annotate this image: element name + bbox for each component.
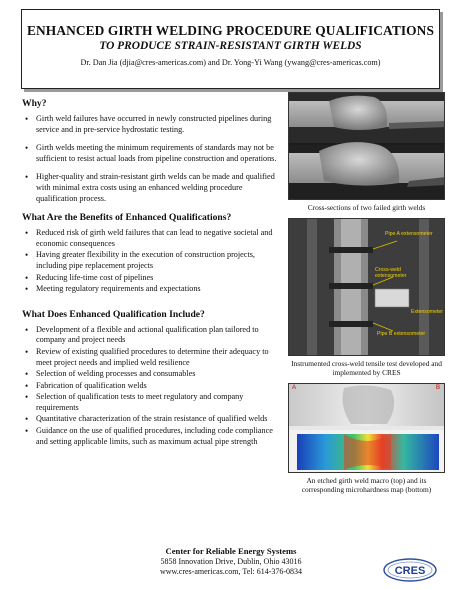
header-box bbox=[21, 9, 440, 89]
footer-org: Center for Reliable Energy Systems bbox=[165, 546, 297, 556]
tensile-test-caption: Instrumented cross-weld tensile test developed and implemented by CRES bbox=[291, 359, 442, 377]
section-heading-why: Why? bbox=[22, 98, 47, 109]
why-list bbox=[22, 114, 285, 204]
macro-label-a: A bbox=[292, 385, 297, 391]
authors-line: Dr. Dan Jia (djia@cres-americas.com) and Dr. Yong-Yi Wang (ywang@cres-americas.com) bbox=[80, 58, 381, 67]
cross-sections-caption: Cross-sections of two failed girth welds bbox=[307, 203, 426, 212]
list-item: • Meeting regulatory requirements and expectations bbox=[22, 284, 285, 295]
benefits-list bbox=[22, 228, 285, 295]
list-item: • Guidance on the use of qualified procedures, including code compliance and setting applicable limits, such as maximum actual pipe strength bbox=[22, 426, 285, 447]
list-item: • Development of a flexible and actional qualification plan tailored to company and project needs bbox=[22, 325, 285, 346]
section-heading-includes: What Does Enhanced Qualification Include? bbox=[22, 308, 205, 320]
tensile-test-photo bbox=[288, 218, 445, 356]
left-column bbox=[22, 98, 285, 448]
list-item: • Girth welds meeting the minimum requirements of standards may not be sufficient to resist actual loads from pipeline construction and operations. bbox=[22, 143, 285, 164]
page-subtitle: TO PRODUCE STRAIN-RESISTANT GIRTH WELDS bbox=[99, 40, 362, 52]
list-item: • Fabrication of qualification welds bbox=[22, 381, 285, 392]
weld-macro-photo bbox=[288, 383, 445, 473]
weld-macro-image bbox=[289, 384, 445, 473]
includes-list bbox=[22, 325, 285, 448]
label-pipe-a: Pipe A extensometer bbox=[385, 231, 433, 237]
section-heading-benefits: What Are the Benefits of Enhanced Qualifications? bbox=[22, 212, 232, 224]
list-item: • Selection of welding processes and consumables bbox=[22, 369, 285, 380]
label-cross-weld: Cross-weld extensometer bbox=[375, 267, 407, 279]
list-item: • Girth weld failures have occurred in newly constructed pipelines during service and in pre-service hydrostatic testing. bbox=[22, 114, 285, 135]
cres-logo bbox=[382, 557, 438, 583]
footer-contact: www.cres-americas.com, Tel: 614-376-0834 bbox=[159, 567, 303, 576]
list-item: • Quantitative characterization of the strain resistance of qualified welds bbox=[22, 414, 285, 425]
list-item: • Selection of qualification tests to meet regulatory and company requirements bbox=[22, 392, 285, 413]
label-pipe-b: Pipe B extensometer bbox=[377, 331, 426, 337]
list-item: • Reducing life-time cost of pipelines bbox=[22, 273, 285, 284]
page-title: ENHANCED GIRTH WELDING PROCEDURE QUALIFICATIONS bbox=[27, 23, 434, 38]
list-item: • Reduced risk of girth weld failures that can lead to negative societal and economic consequences bbox=[22, 228, 285, 249]
right-column bbox=[288, 92, 445, 494]
logo-text: CRES bbox=[394, 565, 426, 577]
list-item: • Higher-quality and strain-resistant girth welds can be made and qualified with minimal extra costs using an enhanced welding procedure qualification process. bbox=[22, 172, 285, 204]
cross-sections-image bbox=[289, 93, 445, 200]
list-item: • Review of existing qualified procedures to determine their adequacy to meet project needs and implied weld resilience bbox=[22, 347, 285, 368]
cres-logo-icon bbox=[382, 557, 438, 583]
label-extensometer: Extensometer bbox=[411, 309, 444, 315]
cross-sections-photo bbox=[288, 92, 445, 200]
footer-address: 5858 Innovation Drive, Dublin, Ohio 43016 bbox=[160, 556, 302, 566]
macro-label-b: B bbox=[435, 385, 440, 391]
list-item: • Having greater flexibility in the execution of construction projects, including pipe replacement projects bbox=[22, 250, 285, 271]
weld-macro-caption: An etched girth weld macro (top) and its corresponding microhardness map (bottom) bbox=[301, 476, 432, 494]
